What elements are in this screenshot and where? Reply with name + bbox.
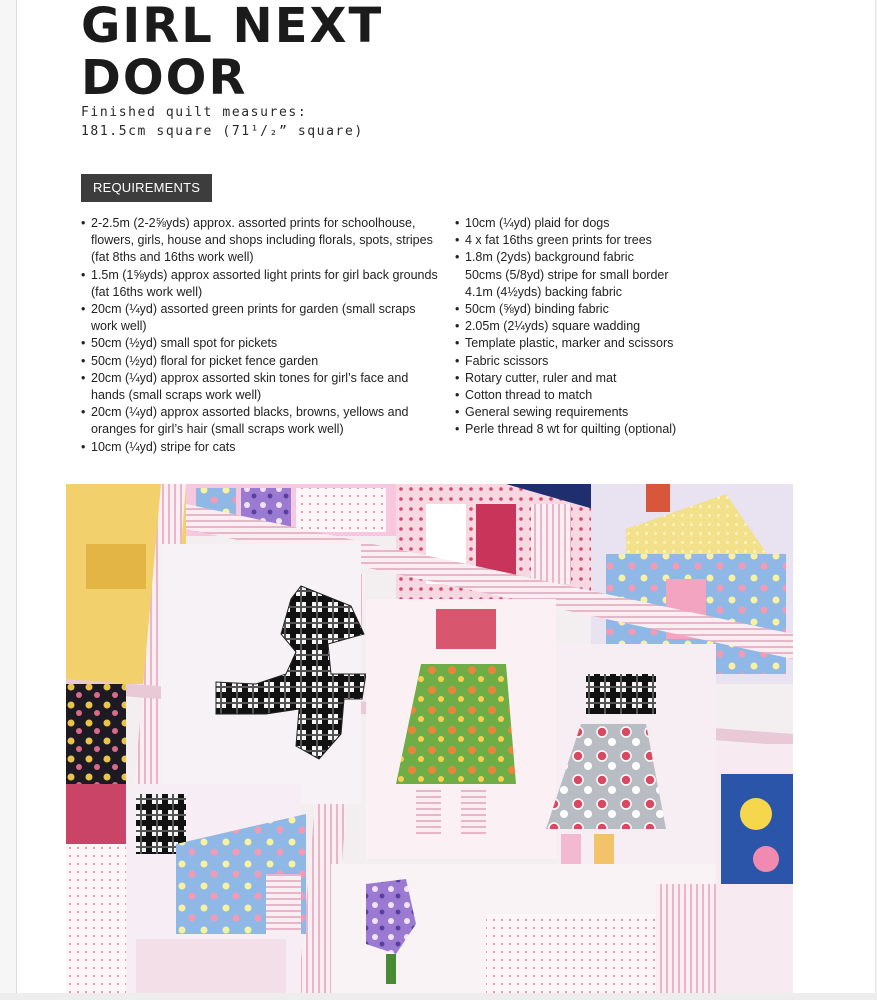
requirement-item: • Template plastic, marker and scissors [455, 335, 785, 352]
requirement-item: • Perle thread 8 wt for quilting (optional) [455, 421, 785, 438]
page-bottom-edge [0, 993, 877, 1000]
requirement-item: • 1.8m (2yds) background fabric [455, 249, 785, 266]
requirement-item: • 50cm (½yd) small spot for pickets [81, 335, 441, 352]
requirement-item: • Cotton thread to match [455, 387, 785, 404]
page-title: GIRL NEXT DOOR [81, 0, 384, 106]
requirement-item: • 2.05m (2¼yds) square wadding [455, 318, 785, 335]
requirements-list-left [81, 215, 441, 456]
requirement-item: • 10cm (¼yd) plaid for dogs [455, 215, 785, 232]
finished-measures [81, 103, 364, 141]
requirements-list-right [455, 215, 785, 439]
requirement-item: • General sewing requirements [455, 404, 785, 421]
requirement-item: • 1.5m (1⅝yds) approx assorted light prints for girl back grounds (fat 16ths work well) [81, 267, 441, 301]
requirement-item: 50cms (5/8yd) stripe for small border [465, 267, 669, 282]
requirement-item: • 20cm (¼yd) approx assorted skin tones for girl’s face and hands (small scraps work well) [81, 370, 441, 404]
requirement-item: • 4 x fat 16ths green prints for trees [455, 232, 785, 249]
requirement-item: • Fabric scissors [455, 353, 785, 370]
requirement-item: • 50cm (½yd) floral for picket fence garden [81, 353, 441, 370]
requirement-item: • 10cm (¼yd) stripe for cats [81, 439, 441, 456]
measures-label: Finished quilt measures: [81, 105, 308, 120]
requirement-item: • 20cm (¼yd) assorted green prints for garden (small scraps work well) [81, 301, 441, 335]
requirement-item: • Rotary cutter, ruler and mat [455, 370, 785, 387]
quilt-block-dark-floral [66, 684, 126, 784]
quilt-photo [66, 484, 793, 993]
requirement-item: • 20cm (¼yd) approx assorted blacks, browns, yellows and oranges for girl’s hair (small scraps work well) [81, 404, 441, 438]
requirement-item: 4.1m (4½yds) backing fabric [465, 284, 623, 299]
requirement-item: • 2-2.5m (2-2⅝yds) approx. assorted prints for schoolhouse, flowers, girls, house and shops including florals, spots, stripes (fat 8ths and 16ths work well) [81, 215, 441, 267]
requirement-item: • 50cm (⅝yd) binding fabric [455, 301, 785, 318]
requirements-heading: REQUIREMENTS [81, 174, 212, 202]
measures-value: 181.5cm square (71¹/₂” square) [81, 124, 364, 139]
